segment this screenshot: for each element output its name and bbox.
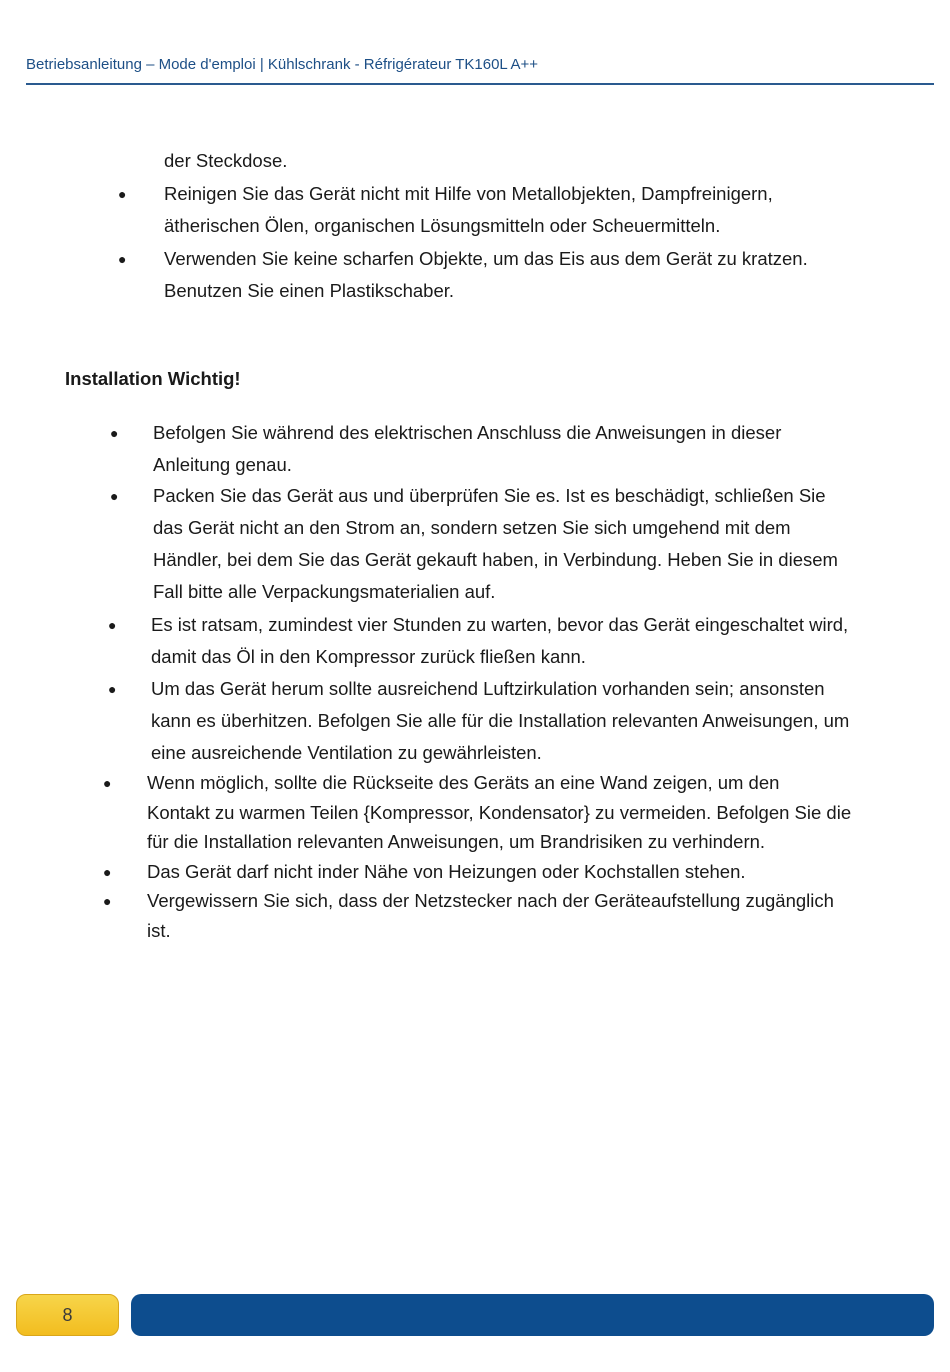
text-line: damit das Öl in den Kompressor zurück fließen kann. [151,646,586,667]
bullet-icon: ● [110,425,119,441]
text-line: Um das Gerät herum sollte ausreichend Luftzirkulation vorhanden sein; ansonsten [151,678,825,699]
bullet-icon: ● [103,864,112,880]
text-line: Wenn möglich, sollte die Rückseite des Geräts an eine Wand zeigen, um den [147,772,780,793]
bullet-icon: ● [118,251,127,267]
text-line: ätherischen Ölen, organischen Lösungsmitteln oder Scheuermitteln. [164,215,721,236]
page-number: 8 [62,1304,73,1325]
bullet-icon: ● [110,488,119,504]
text-line: eine ausreichende Ventilation zu gewährleisten. [151,742,542,763]
text-line: Benutzen Sie einen Plastikschaber. [164,280,455,301]
text-line: Vergewissern Sie sich, dass der Netzstecker nach der Geräteaufstellung zugänglich [147,890,834,911]
text-line: für die Installation relevanten Anweisungen, um Brandrisiken zu verhindern. [147,831,766,852]
text-line: Reinigen Sie das Gerät nicht mit Hilfe von Metallobjekten, Dampfreinigern, [164,183,773,204]
bullet-icon: ● [103,893,112,909]
page-number-badge [16,1294,119,1336]
text-line: das Gerät nicht an den Strom an, sondern setzen Sie sich umgehend mit dem [153,517,791,538]
text-line: Anleitung genau. [153,454,292,475]
bullet-icon: ● [103,775,112,791]
section-title: Installation Wichtig! [65,368,241,389]
text-line: Händler, bei dem Sie das Gerät gekauft haben, in Verbindung. Heben Sie in diesem [153,549,838,570]
text-line: Kontakt zu warmen Teilen {Kompressor, Kondensator} zu vermeiden. Befolgen Sie die [147,802,852,823]
text-line: Es ist ratsam, zumindest vier Stunden zu warten, bevor das Gerät eingeschaltet wird, [151,614,849,635]
text-line: Verwenden Sie keine scharfen Objekte, um das Eis aus dem Gerät zu kratzen. [164,248,808,269]
running-header: Betriebsanleitung – Mode d'emploi | Kühlschrank - Réfrigérateur TK160L A++ [26,56,539,73]
text-line: kann es überhitzen. Befolgen Sie alle für die Installation relevanten Anweisungen, um [151,710,850,731]
header-rule [26,83,934,85]
text-line: ist. [147,920,171,941]
text-line: Fall bitte alle Verpackungsmaterialien auf. [153,581,496,602]
text-line: Packen Sie das Gerät aus und überprüfen Sie es. Ist es beschädigt, schließen Sie [153,485,826,506]
text-line: der Steckdose. [164,150,288,171]
text-line: Das Gerät darf nicht inder Nähe von Heizungen oder Kochstallen stehen. [147,861,746,882]
footer-bar [131,1294,934,1336]
bullet-icon: ● [108,681,117,697]
bullet-icon: ● [108,617,117,633]
bullet-icon: ● [118,186,127,202]
text-line: Befolgen Sie während des elektrischen Anschluss die Anweisungen in dieser [153,422,782,443]
